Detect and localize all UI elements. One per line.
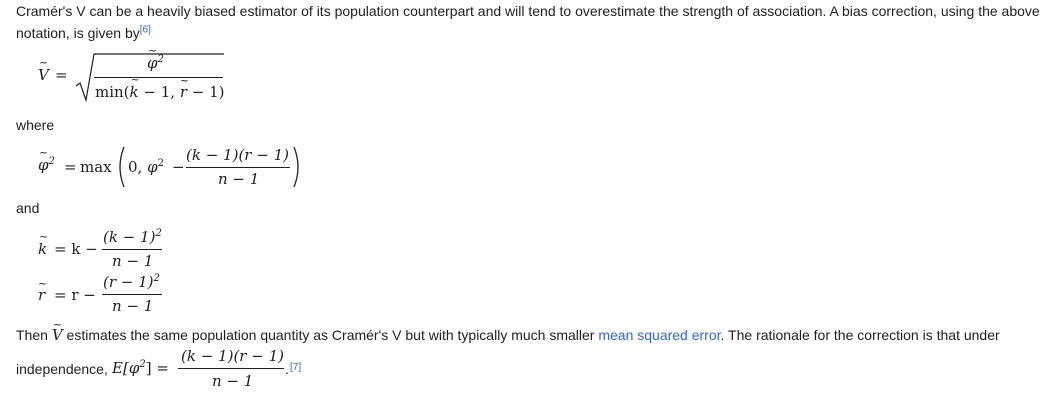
r-tilde-rhs: = r − (54, 286, 96, 304)
phi-denominator: n − 1 (218, 170, 260, 188)
minus-sign: − (172, 158, 185, 176)
phi-tilde-numerator: ~ $\varphi^2$ (147, 54, 164, 72)
v-tilde-symbol: ~ V (38, 66, 49, 84)
phi-numerator: (k − 1)(r − 1) (186, 146, 289, 164)
mean-squared-error-link[interactable]: mean squared error (598, 327, 721, 343)
v-tilde-inline: ~ V (52, 324, 63, 346)
k-denominator: n − 1 (112, 252, 154, 270)
expectation-expr: $E[\varphi^2]$ = (112, 359, 169, 377)
max-args: 0, $\varphi^2$ (128, 158, 164, 176)
k-tilde-lhs: ~ k (38, 240, 47, 258)
fraction-bar (178, 368, 284, 369)
equals-sign: = (55, 66, 68, 84)
equals-sign: = (64, 158, 77, 176)
fraction-bar (102, 249, 162, 250)
intro-line-2: notation, is given by[6] (16, 24, 151, 41)
fraction-bar (94, 77, 223, 78)
r-numerator: $(r - 1)^2$ (103, 273, 160, 291)
phi-tilde-lhs: ~ $\varphi^2$ (38, 156, 55, 174)
fraction-bar (102, 294, 162, 295)
right-paren (292, 146, 302, 188)
r-denominator: n − 1 (112, 297, 154, 315)
k-tilde-rhs: = k − (54, 240, 98, 258)
and-label: and (16, 200, 40, 216)
period: . (285, 361, 289, 377)
citation-6-link[interactable]: [6] (139, 24, 151, 36)
expectation-numerator: (k − 1)(r − 1) (181, 347, 284, 365)
max-operator: max (80, 158, 112, 176)
left-paren (116, 146, 126, 188)
intro-line-1: Cramér's V can be a heavily biased estimator of its population counterpart and will tend to overestimate the strength of association. A bias correction, using the above (16, 3, 1040, 19)
r-tilde-lhs: ~ r (38, 286, 45, 304)
fraction-bar (186, 167, 290, 168)
intro-paragraph (16, 0, 1040, 44)
where-label: where (16, 117, 55, 133)
expectation-denominator: n − 1 (212, 372, 254, 390)
vtilde-denominator: min(~ k − 1, ~ r − 1) (95, 83, 225, 101)
k-numerator: $(k - 1)^2$ (103, 228, 162, 246)
independence-text: independence, (16, 361, 108, 377)
conclusion-line-1: Then ~ V estimates the same population quantity as Cramér's V but with typically much smaller mean squared error. The rationale for the correction is that under (16, 324, 1000, 346)
